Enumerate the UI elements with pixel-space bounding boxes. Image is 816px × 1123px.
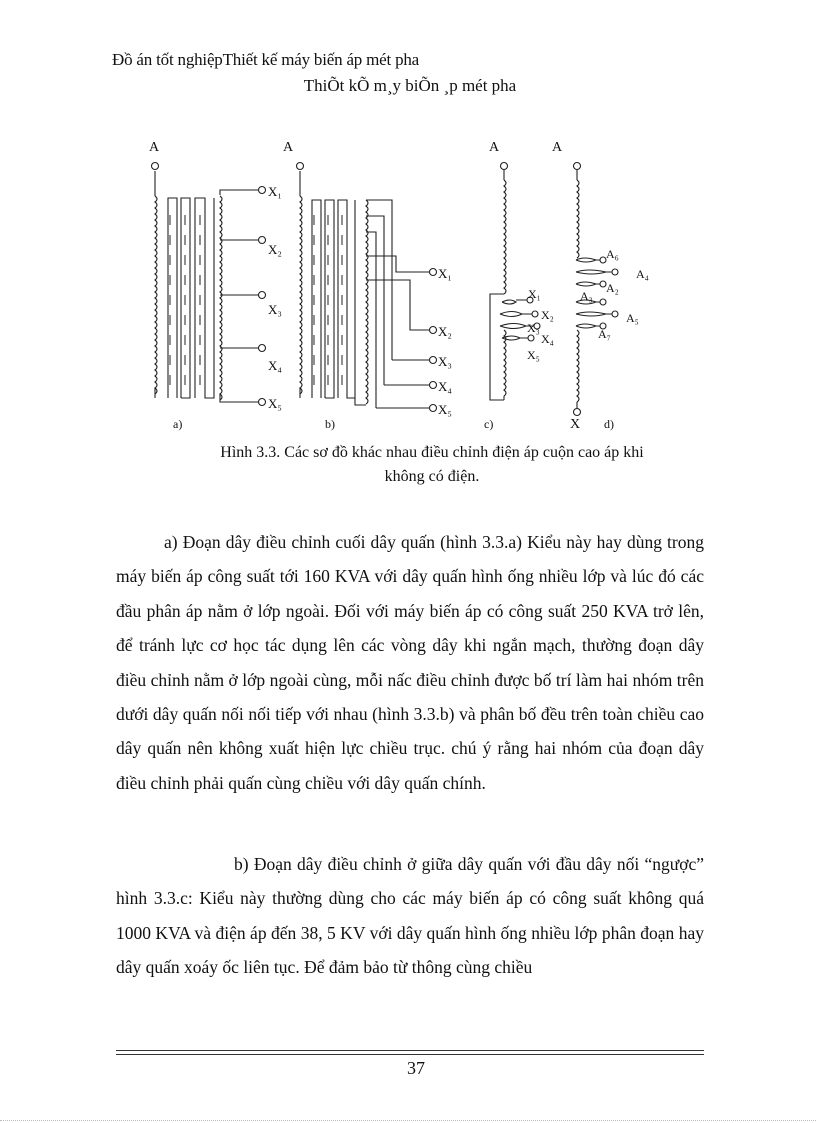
tap-label-b-3: X₃ — [438, 354, 452, 369]
body-paragraph-2: b) Đoạn dây điều chỉnh ở giữa dây quấn với đầu dây nối “ngược” hình 3.3.c: Kiểu này thường dùng cho các máy biến áp có công suất không quá 1000 KVA và điện áp đến 38, 5 KV với dây quấn hình ống nhiều lớp phân đoạn hay dây quấn xoáy ốc liên tục. Để đảm bảo từ thông cùng chiều — [116, 854, 704, 978]
tap-label-b-1: X₁ — [438, 266, 452, 281]
winding-coil-a-main — [155, 196, 157, 394]
terminal-label-d-bottom: X — [570, 417, 581, 432]
tap-label-a-1: X₁ — [268, 184, 282, 199]
tap-label-b-2: X₂ — [438, 324, 452, 339]
tap-label-d-a3: A₃ — [580, 289, 593, 303]
tap-label-c-3: X₃ — [527, 321, 540, 335]
page-header-title: Đồ án tốt nghiệpThiết kế máy biến áp mét pha — [112, 50, 420, 69]
footer-rule-top — [116, 1050, 704, 1051]
terminal-label-b-top: A — [283, 140, 294, 155]
tap-label-b-5: X₅ — [438, 402, 452, 417]
tap-label-a-4: X₄ — [268, 358, 282, 373]
figure-caption-line2: không có điện. — [384, 468, 480, 485]
terminal-label-a-top: A — [149, 140, 160, 155]
page-number: 37 — [407, 1058, 425, 1078]
body-paragraph-1: a) Đoạn dây điều chỉnh cuối dây quấn (hình 3.3.a) Kiểu này hay dùng trong máy biến áp công suất tới 160 KVA với dây quấn hình ống nhiều lớp và lúc đó các đầu phân áp nằm ở lớp ngoài. Đối với máy biến áp có công suất 250 KVA trở lên, để tránh lực cơ học tác dụng lên các vòng dây khi ngắn mạch, thường đoạn dây điều chỉnh nằm ở lớp ngoài cùng, mỗi nấc điều chỉnh được bố trí làm hai nhóm trên dưới dây quấn nối nối tiếp với nhau (hình 3.3.b) và phân bố đều trên toàn chiều cao dây quấn nên không xuất hiện lực chiều trục. chú ý rằng hai nhóm của đoạn dây điều chỉnh phải quấn cùng chiều với dây quấn chính. — [116, 532, 704, 793]
tap-label-c-1: X₁ — [528, 287, 541, 301]
winding-coil-b-upper — [366, 200, 368, 404]
winding-coil-a-tap — [220, 196, 222, 400]
tap-label-a-2: X₂ — [268, 242, 282, 257]
core-b — [312, 200, 355, 398]
tap-label-c-2: X₂ — [541, 308, 554, 322]
tap-label-a-3: X₃ — [268, 302, 282, 317]
tap-label-c-5: X₅ — [527, 348, 540, 362]
winding-coil-c — [504, 180, 506, 294]
tap-label-d-a2: A₂ — [606, 281, 619, 295]
terminal-label-d-top: A — [552, 140, 563, 155]
footer-rule-bottom — [116, 1054, 704, 1055]
tap-label-b-4: X₄ — [438, 379, 452, 394]
page-header-subtitle: ThiÕt kÕ m¸y biÕn ¸p mét pha — [303, 76, 517, 95]
tap-changer-diagrams — [0, 130, 816, 442]
tap-label-d-a5: A₅ — [626, 311, 639, 325]
sublabel-b: b) — [325, 417, 335, 431]
winding-coil-d-lower — [577, 330, 579, 402]
tap-label-a-5: X₅ — [268, 396, 282, 411]
terminal-label-c-top: A — [489, 140, 500, 155]
tap-label-d-a6: A₆ — [606, 247, 619, 261]
tap-label-d-a4: A₄ — [636, 267, 649, 281]
winding-coil-d-upper — [577, 180, 579, 258]
winding-coil-c-lower — [504, 330, 506, 396]
sublabel-c: c) — [484, 417, 494, 431]
sublabel-a: a) — [173, 417, 183, 431]
winding-coil-b-main — [300, 196, 302, 394]
sublabel-d: d) — [604, 417, 614, 431]
figure-caption-line1: Hình 3.3. Các sơ đồ khác nhau điều chỉnh điện áp cuộn cao áp khi — [220, 444, 644, 461]
tap-label-d-a7: A₇ — [598, 327, 611, 341]
page-edge — [0, 1120, 816, 1121]
core-a — [168, 198, 214, 398]
tap-label-c-4: X₄ — [541, 332, 554, 346]
figure-caption — [120, 441, 744, 489]
